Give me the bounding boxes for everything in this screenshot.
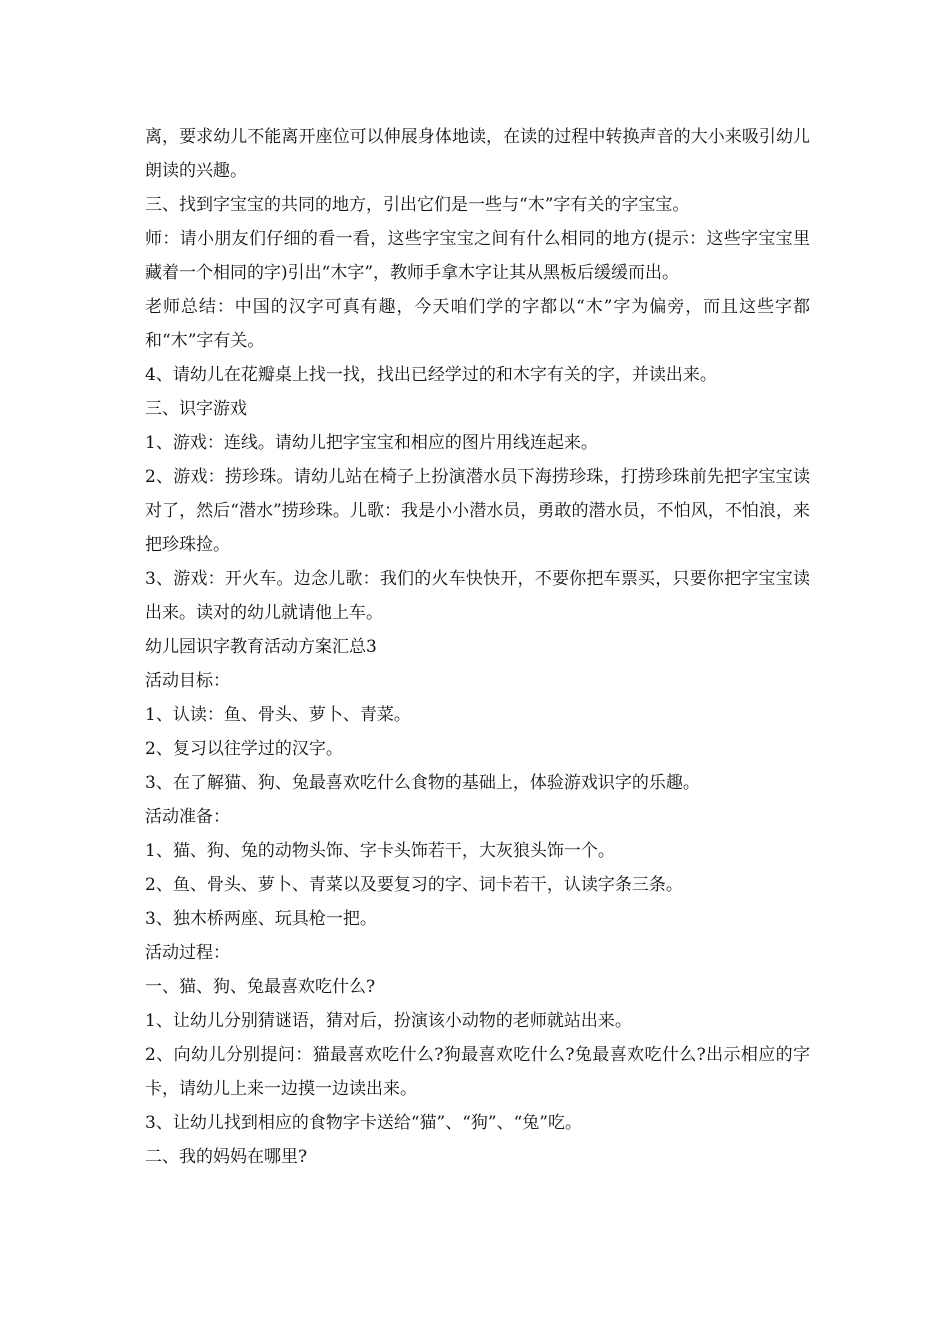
document-title: 幼儿园识字教育活动方案汇总3	[145, 637, 377, 657]
section-heading: 一、猫、狗、兔最喜欢吃什么?	[145, 977, 376, 997]
list-item: 2、游戏：捞珍珠。请幼儿站在椅子上扮演潜水员下海捞珍珠，打捞珍珠前先把字宝宝读对了，然后“潜水”捞珍珠。儿歌：我是小小潜水员，勇敢的潜水员，不怕风，不怕浪，来把珍珠捡。	[145, 467, 810, 555]
list-item: 1、猫、狗、兔的动物头饰、字卡头饰若干，大灰狼头饰一个。	[145, 841, 615, 861]
section-heading: 活动目标：	[145, 671, 230, 691]
section-heading: 活动过程：	[145, 943, 230, 963]
list-item: 4、请幼儿在花瓣桌上找一找，找出已经学过的和木字有关的字，并读出来。	[145, 365, 717, 385]
list-item: 3、在了解猫、狗、兔最喜欢吃什么食物的基础上，体验游戏识字的乐趣。	[145, 773, 700, 793]
list-item: 2、鱼、骨头、萝卜、青菜以及要复习的字、词卡若干，认读字条三条。	[145, 875, 683, 895]
section-heading: 二、我的妈妈在哪里?	[145, 1147, 308, 1167]
list-item: 2、向幼儿分别提问：猫最喜欢吃什么?狗最喜欢吃什么?兔最喜欢吃什么?出示相应的字卡，请幼儿上来一边摸一边读出来。	[145, 1045, 810, 1099]
list-item: 3、独木桥两座、玩具枪一把。	[145, 909, 377, 929]
list-item: 1、游戏：连线。请幼儿把字宝宝和相应的图片用线连起来。	[145, 433, 598, 453]
paragraph: 离，要求幼儿不能离开座位可以伸展身体地读，在读的过程中转换声音的大小来吸引幼儿朗读的兴趣。	[145, 127, 810, 181]
list-item: 2、复习以往学过的汉字。	[145, 739, 343, 759]
section-heading: 三、识字游戏	[145, 399, 247, 419]
paragraph: 老师总结：中国的汉字可真有趣，今天咱们学的字都以“木”字为偏旁，而且这些字都和“木”字有关。	[145, 297, 810, 351]
list-item: 3、游戏：开火车。边念儿歌：我们的火车快快开，不要你把车票买，只要你把字宝宝读出来。读对的幼儿就请他上车。	[145, 569, 810, 623]
list-item: 3、让幼儿找到相应的食物字卡送给“猫”、“狗”、“兔”吃。	[145, 1113, 582, 1133]
document-body	[145, 120, 810, 1174]
paragraph: 师：请小朋友们仔细的看一看，这些字宝宝之间有什么相同的地方(提示：这些字宝宝里藏着一个相同的字)引出“木字”，教师手拿木字让其从黑板后缓缓而出。	[145, 229, 810, 283]
list-item: 1、让幼儿分别猜谜语，猜对后，扮演该小动物的老师就站出来。	[145, 1011, 632, 1031]
section-heading: 活动准备：	[145, 807, 230, 827]
list-item: 1、认读：鱼、骨头、萝卜、青菜。	[145, 705, 411, 725]
section-heading: 三、找到字宝宝的共同的地方，引出它们是一些与“木”字有关的字宝宝。	[145, 195, 690, 215]
